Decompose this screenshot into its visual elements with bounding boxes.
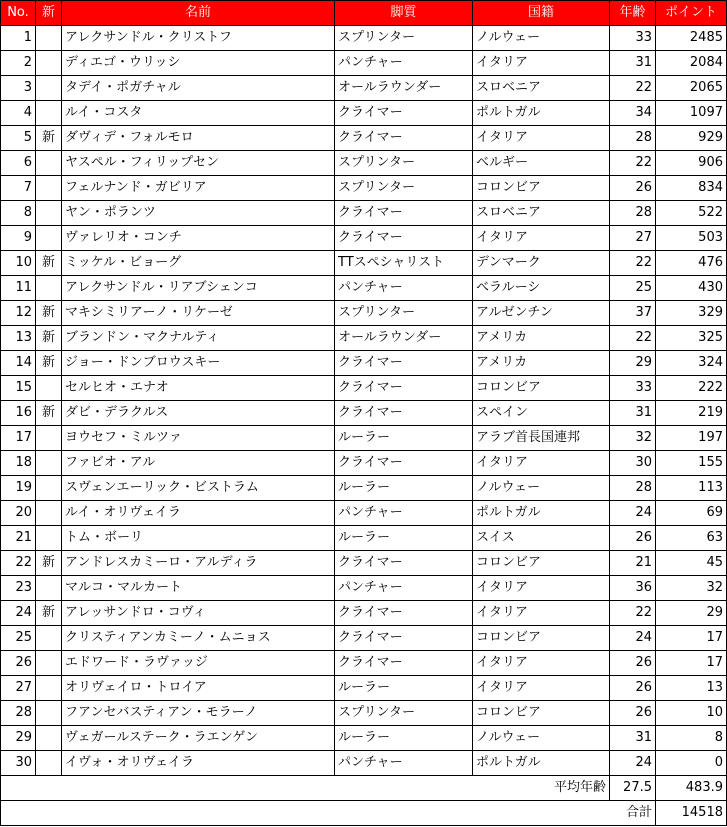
- cell-nationality: イタリア: [473, 226, 610, 251]
- cell-no: 12: [1, 301, 36, 326]
- cell-type: クライマー: [335, 651, 473, 676]
- cell-no: 19: [1, 476, 36, 501]
- cell-name: イヴォ・オリヴェイラ: [62, 751, 335, 776]
- cell-no: 25: [1, 626, 36, 651]
- header-new: 新: [36, 1, 62, 26]
- cell-nationality: アラブ首長国連邦: [473, 426, 610, 451]
- average-row: [1, 776, 727, 801]
- cell-name: ダビ・デラクルス: [62, 401, 335, 426]
- cell-new-badge: [36, 151, 62, 176]
- cell-age: 32: [610, 426, 656, 451]
- cell-age: 28: [610, 476, 656, 501]
- cell-points: 325: [656, 326, 727, 351]
- cell-name: スヴェンエーリック・ビストラム: [62, 476, 335, 501]
- cell-no: 23: [1, 576, 36, 601]
- cell-no: 28: [1, 701, 36, 726]
- cell-name: アレクサンドル・クリストフ: [62, 26, 335, 51]
- cell-nationality: コロンビア: [473, 551, 610, 576]
- cell-no: 30: [1, 751, 36, 776]
- cell-name: ヤスペル・フィリップセン: [62, 151, 335, 176]
- cell-name: オリヴェイロ・トロイア: [62, 676, 335, 701]
- cell-points: 155: [656, 451, 727, 476]
- cell-age: 33: [610, 26, 656, 51]
- cell-age: 24: [610, 751, 656, 776]
- cell-type: オールラウンダー: [335, 76, 473, 101]
- cell-new-badge: [36, 476, 62, 501]
- cell-points: 1097: [656, 101, 727, 126]
- table-row: [1, 376, 727, 401]
- cell-type: スプリンター: [335, 151, 473, 176]
- cell-points: 522: [656, 201, 727, 226]
- cell-points: 29: [656, 601, 727, 626]
- table-row: [1, 51, 727, 76]
- table-row: [1, 526, 727, 551]
- cell-type: ルーラー: [335, 726, 473, 751]
- cell-age: 28: [610, 126, 656, 151]
- cell-new-badge: [36, 101, 62, 126]
- cell-type: クライマー: [335, 226, 473, 251]
- cell-nationality: ポルトガル: [473, 501, 610, 526]
- cell-no: 24: [1, 601, 36, 626]
- cell-name: アレッサンドロ・コヴィ: [62, 601, 335, 626]
- cell-new-badge: [36, 501, 62, 526]
- cell-name: マキシミリアーノ・リケーゼ: [62, 301, 335, 326]
- table-row: [1, 551, 727, 576]
- cell-nationality: イタリア: [473, 651, 610, 676]
- cell-age: 22: [610, 251, 656, 276]
- cell-nationality: スロベニア: [473, 76, 610, 101]
- cell-nationality: ポルトガル: [473, 101, 610, 126]
- cell-new-badge: [36, 676, 62, 701]
- cell-nationality: イタリア: [473, 601, 610, 626]
- cell-points: 329: [656, 301, 727, 326]
- cell-nationality: スペイン: [473, 401, 610, 426]
- cell-age: 26: [610, 526, 656, 551]
- cell-name: ヴァレリオ・コンチ: [62, 226, 335, 251]
- cell-name: アレクサンドル・リアブシェンコ: [62, 276, 335, 301]
- cell-type: パンチャー: [335, 576, 473, 601]
- cell-no: 6: [1, 151, 36, 176]
- table-row: [1, 651, 727, 676]
- cell-no: 10: [1, 251, 36, 276]
- table-row: [1, 476, 727, 501]
- cell-new-badge: [36, 701, 62, 726]
- table-row: [1, 601, 727, 626]
- cell-no: 4: [1, 101, 36, 126]
- cell-new-badge: [36, 376, 62, 401]
- cell-type: クライマー: [335, 451, 473, 476]
- cell-name: ルイ・コスタ: [62, 101, 335, 126]
- cell-nationality: コロンビア: [473, 626, 610, 651]
- cell-nationality: イタリア: [473, 576, 610, 601]
- table-row: [1, 426, 727, 451]
- cell-nationality: デンマーク: [473, 251, 610, 276]
- table-row: [1, 151, 727, 176]
- cell-nationality: イタリア: [473, 51, 610, 76]
- table-row: [1, 226, 727, 251]
- cell-type: パンチャー: [335, 501, 473, 526]
- average-blank: [1, 776, 473, 801]
- cell-no: 13: [1, 326, 36, 351]
- cell-new-badge: 新: [36, 301, 62, 326]
- cell-nationality: ノルウェー: [473, 26, 610, 51]
- cell-new-badge: 新: [36, 401, 62, 426]
- cell-points: 222: [656, 376, 727, 401]
- cell-new-badge: [36, 526, 62, 551]
- cell-new-badge: [36, 751, 62, 776]
- cell-type: パンチャー: [335, 51, 473, 76]
- cell-nationality: スイス: [473, 526, 610, 551]
- cell-age: 31: [610, 51, 656, 76]
- cell-points: 13: [656, 676, 727, 701]
- cell-age: 25: [610, 276, 656, 301]
- cell-no: 21: [1, 526, 36, 551]
- total-label: 合計: [610, 801, 656, 826]
- cell-type: クライマー: [335, 201, 473, 226]
- cell-name: ミッケル・ビョーグ: [62, 251, 335, 276]
- cell-name: タデイ・ポガチャル: [62, 76, 335, 101]
- header-type: 脚質: [335, 1, 473, 26]
- cell-name: ジョー・ドンブロウスキー: [62, 351, 335, 376]
- total-row: [1, 801, 727, 826]
- cell-new-badge: 新: [36, 326, 62, 351]
- cell-points: 45: [656, 551, 727, 576]
- header-row: [1, 1, 727, 26]
- cell-name: ブランドン・マクナルティ: [62, 326, 335, 351]
- cell-name: ディエゴ・ウリッシ: [62, 51, 335, 76]
- cell-age: 37: [610, 301, 656, 326]
- cell-name: アンドレスカミーロ・アルディラ: [62, 551, 335, 576]
- cell-age: 30: [610, 451, 656, 476]
- cell-points: 2485: [656, 26, 727, 51]
- cell-name: ヴェガールステーク・ラエンゲン: [62, 726, 335, 751]
- cell-name: ヨウセフ・ミルツァ: [62, 426, 335, 451]
- header-nationality: 国籍: [473, 1, 610, 26]
- cell-points: 2084: [656, 51, 727, 76]
- cell-name: エドワード・ラヴァッジ: [62, 651, 335, 676]
- cell-type: ルーラー: [335, 476, 473, 501]
- cell-no: 14: [1, 351, 36, 376]
- table-row: [1, 26, 727, 51]
- average-label: 平均年齢: [473, 776, 610, 801]
- cell-new-badge: 新: [36, 251, 62, 276]
- cell-no: 18: [1, 451, 36, 476]
- cell-no: 7: [1, 176, 36, 201]
- cell-age: 22: [610, 76, 656, 101]
- cell-no: 8: [1, 201, 36, 226]
- cell-nationality: イタリア: [473, 676, 610, 701]
- cell-age: 21: [610, 551, 656, 576]
- cell-nationality: コロンビア: [473, 701, 610, 726]
- cell-new-badge: [36, 426, 62, 451]
- cell-name: マルコ・マルカート: [62, 576, 335, 601]
- cell-name: ヤン・ポランツ: [62, 201, 335, 226]
- table-row: [1, 326, 727, 351]
- cell-type: ルーラー: [335, 526, 473, 551]
- cell-type: ルーラー: [335, 676, 473, 701]
- cell-points: 503: [656, 226, 727, 251]
- cell-age: 36: [610, 576, 656, 601]
- cell-age: 22: [610, 601, 656, 626]
- cell-type: クライマー: [335, 351, 473, 376]
- cell-no: 26: [1, 651, 36, 676]
- table-row: [1, 626, 727, 651]
- cell-age: 22: [610, 151, 656, 176]
- table-row: [1, 701, 727, 726]
- cell-no: 27: [1, 676, 36, 701]
- cell-points: 2065: [656, 76, 727, 101]
- cell-new-badge: 新: [36, 551, 62, 576]
- cell-nationality: アルゼンチン: [473, 301, 610, 326]
- cell-new-badge: [36, 176, 62, 201]
- cell-name: セルヒオ・エナオ: [62, 376, 335, 401]
- cell-age: 26: [610, 176, 656, 201]
- table-row: [1, 576, 727, 601]
- cell-nationality: コロンビア: [473, 376, 610, 401]
- cell-type: パンチャー: [335, 276, 473, 301]
- cell-points: 219: [656, 401, 727, 426]
- table-row: [1, 176, 727, 201]
- cell-no: 1: [1, 26, 36, 51]
- cell-points: 476: [656, 251, 727, 276]
- cell-new-badge: [36, 576, 62, 601]
- table-row: [1, 401, 727, 426]
- cell-new-badge: [36, 651, 62, 676]
- cell-no: 15: [1, 376, 36, 401]
- cell-new-badge: [36, 51, 62, 76]
- cell-type: パンチャー: [335, 751, 473, 776]
- cell-type: オールラウンダー: [335, 326, 473, 351]
- cell-points: 324: [656, 351, 727, 376]
- cell-points: 906: [656, 151, 727, 176]
- table-row: [1, 451, 727, 476]
- cell-points: 113: [656, 476, 727, 501]
- cell-type: ルーラー: [335, 426, 473, 451]
- header-points: ポイント: [656, 1, 727, 26]
- table-row: [1, 126, 727, 151]
- cell-nationality: ノルウェー: [473, 726, 610, 751]
- cell-age: 24: [610, 501, 656, 526]
- cell-type: クライマー: [335, 551, 473, 576]
- cell-type: TTスペシャリスト: [335, 251, 473, 276]
- cell-type: クライマー: [335, 376, 473, 401]
- cell-name: フェルナンド・ガビリア: [62, 176, 335, 201]
- cell-type: スプリンター: [335, 701, 473, 726]
- cell-type: スプリンター: [335, 176, 473, 201]
- header-no: No.: [1, 1, 36, 26]
- cell-nationality: ベルギー: [473, 151, 610, 176]
- cell-no: 2: [1, 51, 36, 76]
- cell-name: トム・ボーリ: [62, 526, 335, 551]
- cell-no: 17: [1, 426, 36, 451]
- cell-type: クライマー: [335, 126, 473, 151]
- average-points: 483.9: [656, 776, 727, 801]
- cell-nationality: スロベニア: [473, 201, 610, 226]
- cell-age: 22: [610, 326, 656, 351]
- cell-name: ダヴィデ・フォルモロ: [62, 126, 335, 151]
- table-row: [1, 726, 727, 751]
- cell-points: 197: [656, 426, 727, 451]
- cell-no: 16: [1, 401, 36, 426]
- cell-type: スプリンター: [335, 26, 473, 51]
- table-row: [1, 676, 727, 701]
- cell-age: 27: [610, 226, 656, 251]
- cell-points: 0: [656, 751, 727, 776]
- cell-points: 10: [656, 701, 727, 726]
- cell-points: 834: [656, 176, 727, 201]
- cell-type: スプリンター: [335, 301, 473, 326]
- cell-no: 9: [1, 226, 36, 251]
- table-row: [1, 751, 727, 776]
- cell-points: 63: [656, 526, 727, 551]
- cell-new-badge: [36, 726, 62, 751]
- header-name: 名前: [62, 1, 335, 26]
- cell-points: 8: [656, 726, 727, 751]
- cell-nationality: アメリカ: [473, 326, 610, 351]
- cell-new-badge: 新: [36, 601, 62, 626]
- cell-new-badge: [36, 226, 62, 251]
- cell-nationality: コロンビア: [473, 176, 610, 201]
- cell-points: 430: [656, 276, 727, 301]
- cell-new-badge: [36, 76, 62, 101]
- cell-age: 34: [610, 101, 656, 126]
- table-row: [1, 301, 727, 326]
- cell-new-badge: [36, 201, 62, 226]
- cell-age: 24: [610, 626, 656, 651]
- header-age: 年齢: [610, 1, 656, 26]
- total-blank: [1, 801, 610, 826]
- cell-nationality: イタリア: [473, 126, 610, 151]
- cell-new-badge: [36, 626, 62, 651]
- cell-no: 5: [1, 126, 36, 151]
- cell-new-badge: [36, 451, 62, 476]
- cell-nationality: アメリカ: [473, 351, 610, 376]
- table-row: [1, 251, 727, 276]
- table-row: [1, 276, 727, 301]
- table-body: [1, 26, 727, 776]
- cell-name: クリスティアンカミーノ・ムニョス: [62, 626, 335, 651]
- cell-age: 31: [610, 401, 656, 426]
- cell-new-badge: [36, 276, 62, 301]
- cell-age: 26: [610, 651, 656, 676]
- cell-type: クライマー: [335, 601, 473, 626]
- cell-age: 26: [610, 676, 656, 701]
- table-row: [1, 76, 727, 101]
- cell-nationality: ノルウェー: [473, 476, 610, 501]
- cell-no: 3: [1, 76, 36, 101]
- cell-no: 11: [1, 276, 36, 301]
- cell-name: ファビオ・アル: [62, 451, 335, 476]
- average-age: 27.5: [610, 776, 656, 801]
- cell-points: 17: [656, 651, 727, 676]
- cell-age: 33: [610, 376, 656, 401]
- cell-new-badge: 新: [36, 126, 62, 151]
- cell-age: 26: [610, 701, 656, 726]
- cell-nationality: ポルトガル: [473, 751, 610, 776]
- table-row: [1, 201, 727, 226]
- cell-no: 20: [1, 501, 36, 526]
- cell-new-badge: [36, 26, 62, 51]
- cell-type: クライマー: [335, 101, 473, 126]
- cell-no: 29: [1, 726, 36, 751]
- cell-no: 22: [1, 551, 36, 576]
- cell-nationality: ベラルーシ: [473, 276, 610, 301]
- table-row: [1, 101, 727, 126]
- cell-name: ルイ・オリヴェイラ: [62, 501, 335, 526]
- cell-points: 69: [656, 501, 727, 526]
- cell-age: 28: [610, 201, 656, 226]
- cell-points: 929: [656, 126, 727, 151]
- cell-points: 17: [656, 626, 727, 651]
- cell-age: 31: [610, 726, 656, 751]
- cell-type: クライマー: [335, 401, 473, 426]
- total-points: 14518: [656, 801, 727, 826]
- cell-new-badge: 新: [36, 351, 62, 376]
- cell-points: 32: [656, 576, 727, 601]
- cell-type: クライマー: [335, 626, 473, 651]
- cell-age: 29: [610, 351, 656, 376]
- table-row: [1, 501, 727, 526]
- cell-name: フアンセバスティアン・モラーノ: [62, 701, 335, 726]
- cell-nationality: イタリア: [473, 451, 610, 476]
- table-row: [1, 351, 727, 376]
